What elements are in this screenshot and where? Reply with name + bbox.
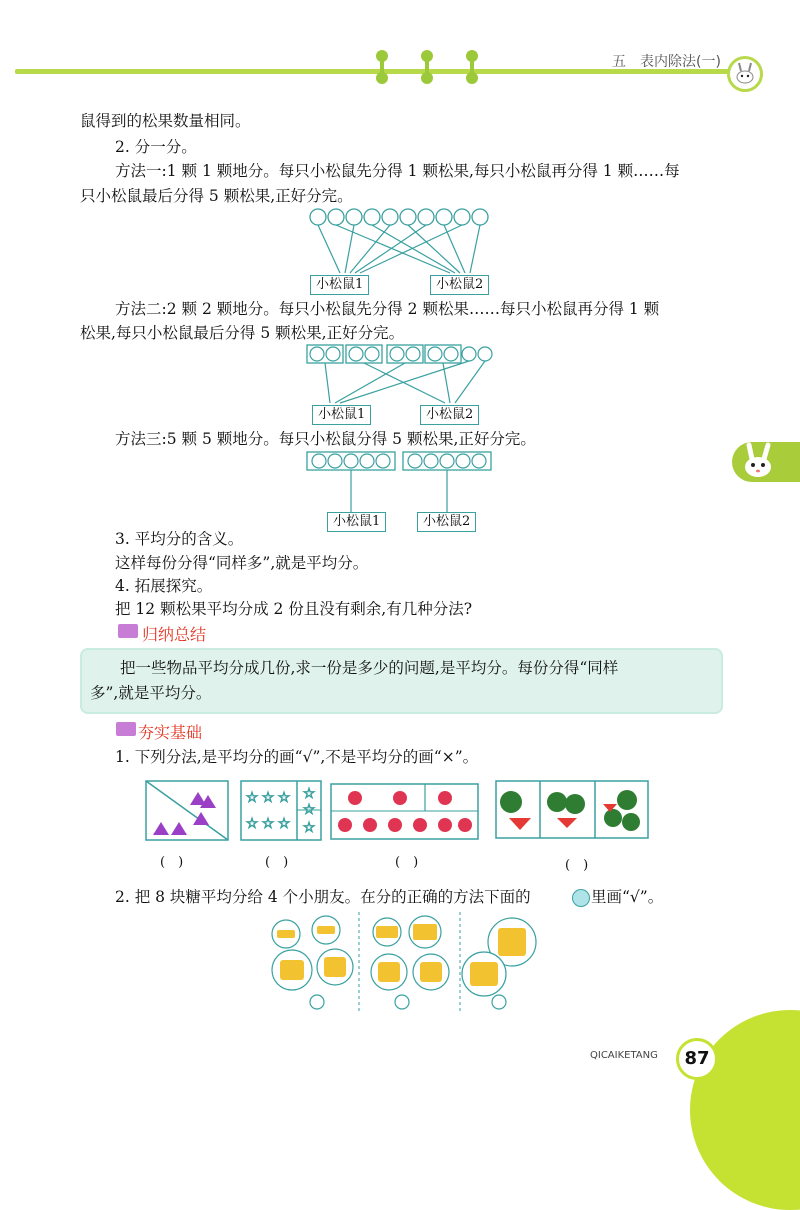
- question-2: 里画“√”。: [591, 888, 664, 906]
- step-heading: 3. 平均分的含义。: [115, 530, 244, 548]
- summary-heading: 归纳总结: [142, 625, 207, 644]
- squirrel2-label: 小松鼠2: [430, 275, 489, 295]
- squirrel1-label: 小松鼠1: [327, 512, 386, 532]
- method3-diagram: [305, 450, 495, 515]
- svg-text:☆: ☆: [261, 816, 275, 832]
- summary-line: 把一些物品平均分成几份,求一份是多少的问题,是平均分。每份分得“同样: [120, 659, 619, 677]
- svg-text:☆: ☆: [302, 786, 316, 802]
- answer-paren[interactable]: ( ): [395, 855, 419, 870]
- header-pin: [425, 52, 429, 82]
- header-pin: [380, 52, 384, 82]
- method1-line: 方法一:1 颗 1 颗地分。每只小松鼠先分得 1 颗松果,每只小松鼠再分得 1 颗……每: [115, 162, 680, 180]
- method2-line: 方法二:2 颗 2 颗地分。每只小松鼠先分得 2 颗松果……每只小松鼠再分得 1 颗: [115, 300, 660, 318]
- question-1: 1. 下列分法,是平均分的画“√”,不是平均分的画“×”。: [115, 748, 479, 766]
- method1-line: 只小松鼠最后分得 5 颗松果,正好分完。: [80, 187, 353, 205]
- question-2: 2. 把 8 块糖平均分给 4 个小朋友。在分的正确的方法下面的: [115, 888, 531, 906]
- svg-text:☆: ☆: [277, 790, 291, 806]
- svg-text:☆: ☆: [245, 790, 259, 806]
- answer-paren[interactable]: ( ): [160, 855, 184, 870]
- chapter-title: 五 表内除法(一): [612, 54, 721, 70]
- answer-circle-icon: [572, 889, 590, 907]
- method3-line: 方法三:5 颗 5 颗地分。每只小松鼠分得 5 颗松果,正好分完。: [115, 430, 536, 448]
- svg-text:☆: ☆: [277, 816, 291, 832]
- svg-text:☆: ☆: [302, 802, 316, 818]
- side-tab: [732, 442, 800, 482]
- watermelons-figure: [495, 780, 650, 840]
- step-heading: 4. 拓展探究。: [115, 577, 213, 595]
- method2-line: 松果,每只小松鼠最后分得 5 颗松果,正好分完。: [80, 324, 405, 342]
- squirrel1-label: 小松鼠1: [312, 405, 371, 425]
- summary-line: 多”,就是平均分。: [90, 684, 212, 702]
- method2-diagram: [305, 343, 505, 408]
- squirrel2-label: 小松鼠2: [420, 405, 479, 425]
- para-line: 这样每份分得“同样多”,就是平均分。: [115, 554, 369, 572]
- stars-figure: [240, 780, 322, 842]
- para-line: 鼠得到的松果数量相同。: [80, 112, 251, 130]
- pencil-icon: [118, 624, 138, 638]
- strawberries-figure: [330, 783, 480, 841]
- brand-text: QICAIKETANG: [590, 1050, 658, 1061]
- squirrel2-label: 小松鼠2: [417, 512, 476, 532]
- triangles-figure: [145, 780, 230, 842]
- pencil-icon: [116, 722, 136, 736]
- step-heading: 2. 分一分。: [115, 138, 197, 156]
- candies-figure: [262, 912, 544, 1017]
- answer-paren[interactable]: ( ): [565, 858, 589, 873]
- svg-text:☆: ☆: [261, 790, 275, 806]
- svg-text:☆: ☆: [302, 820, 316, 836]
- answer-paren[interactable]: ( ): [265, 855, 289, 870]
- svg-text:☆: ☆: [245, 816, 259, 832]
- header-pin: [470, 52, 474, 82]
- page-number: 87: [676, 1038, 718, 1080]
- practice-heading: 夯实基础: [138, 723, 203, 742]
- bunny-icon: [727, 56, 763, 92]
- squirrel1-label: 小松鼠1: [310, 275, 369, 295]
- question-line: 把 12 颗松果平均分成 2 份且没有剩余,有几种分法?: [115, 600, 473, 618]
